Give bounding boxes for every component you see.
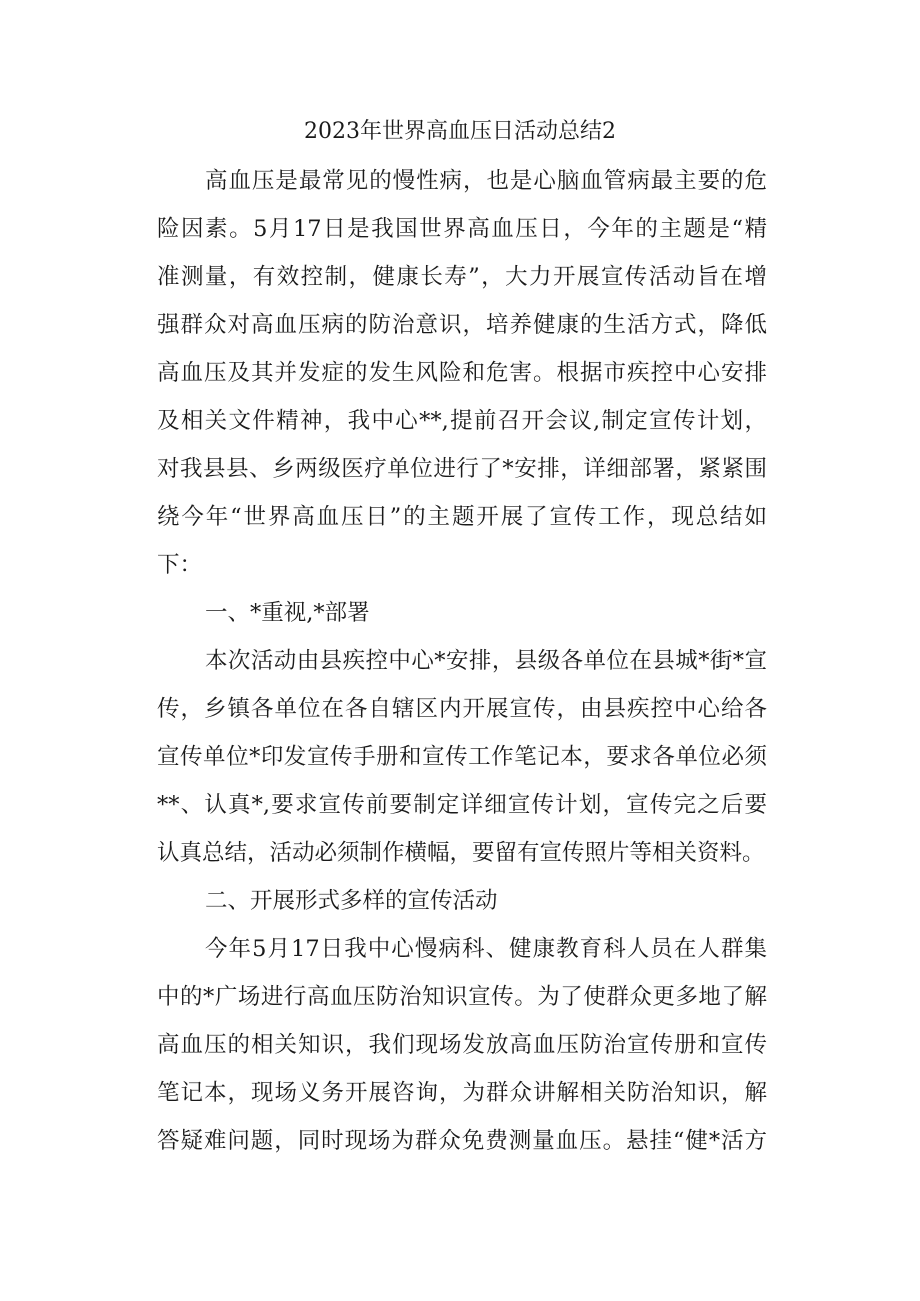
paragraph-line: 高血压的相关知识，我们现场发放高血压防治宣传册和宣传: [157, 1032, 767, 1058]
paragraph-line: 绕今年“世界高血压日”的主题开展了宣传工作，现总结如: [157, 504, 767, 530]
paragraph-line: 本次活动由县疾控中心*安排，县级各单位在县城*街*宣: [205, 648, 767, 674]
document-title: 2023年世界高血压日活动总结2: [304, 119, 616, 144]
section-heading: 一、*重视,*部署: [205, 600, 370, 626]
paragraph-line: 准测量，有效控制，健康长寿”，大力开展宣传活动旨在增: [157, 264, 767, 290]
paragraph-line: 中的*广场进行高血压防治知识宣传。为了使群众更多地了解: [157, 984, 767, 1010]
paragraph-line: 高血压及其并发症的发生风险和危害。根据市疾控中心安排: [157, 360, 767, 386]
paragraph-line: **、认真*,要求宣传前要制定详细宣传计划，宣传完之后要: [157, 792, 767, 818]
paragraph-line: 答疑难问题，同时现场为群众免费测量血压。悬挂“健*活方: [157, 1128, 767, 1154]
paragraph-line: 强群众对高血压病的防治意识，培养健康的生活方式，降低: [157, 312, 767, 338]
paragraph-line: 传，乡镇各单位在各自辖区内开展宣传，由县疾控中心给各: [157, 696, 767, 722]
paragraph-line: 今年5月17日我中心慢病科、健康教育科人员在人群集: [205, 936, 767, 962]
section-heading: 二、开展形式多样的宣传活动: [205, 888, 498, 914]
paragraph-line: 险因素。5月17日是我国世界高血压日，今年的主题是“精: [157, 216, 767, 242]
paragraph-line: 宣传单位*印发宣传手册和宣传工作笔记本，要求各单位必须: [157, 744, 767, 770]
paragraph-line: 高血压是最常见的慢性病，也是心脑血管病最主要的危: [205, 168, 767, 194]
paragraph-line: 对我县县、乡两级医疗单位进行了*安排，详细部署，紧紧围: [157, 456, 767, 482]
paragraph-line: 及相关文件精神，我中心**,提前召开会议,制定宣传计划，: [157, 408, 767, 434]
paragraph-line: 笔记本，现场义务开展咨询，为群众讲解相关防治知识，解: [157, 1080, 767, 1106]
paragraph-line: 下：: [157, 552, 203, 578]
paragraph-line: 认真总结，活动必须制作横幅，要留有宣传照片等相关资料。: [157, 840, 765, 866]
